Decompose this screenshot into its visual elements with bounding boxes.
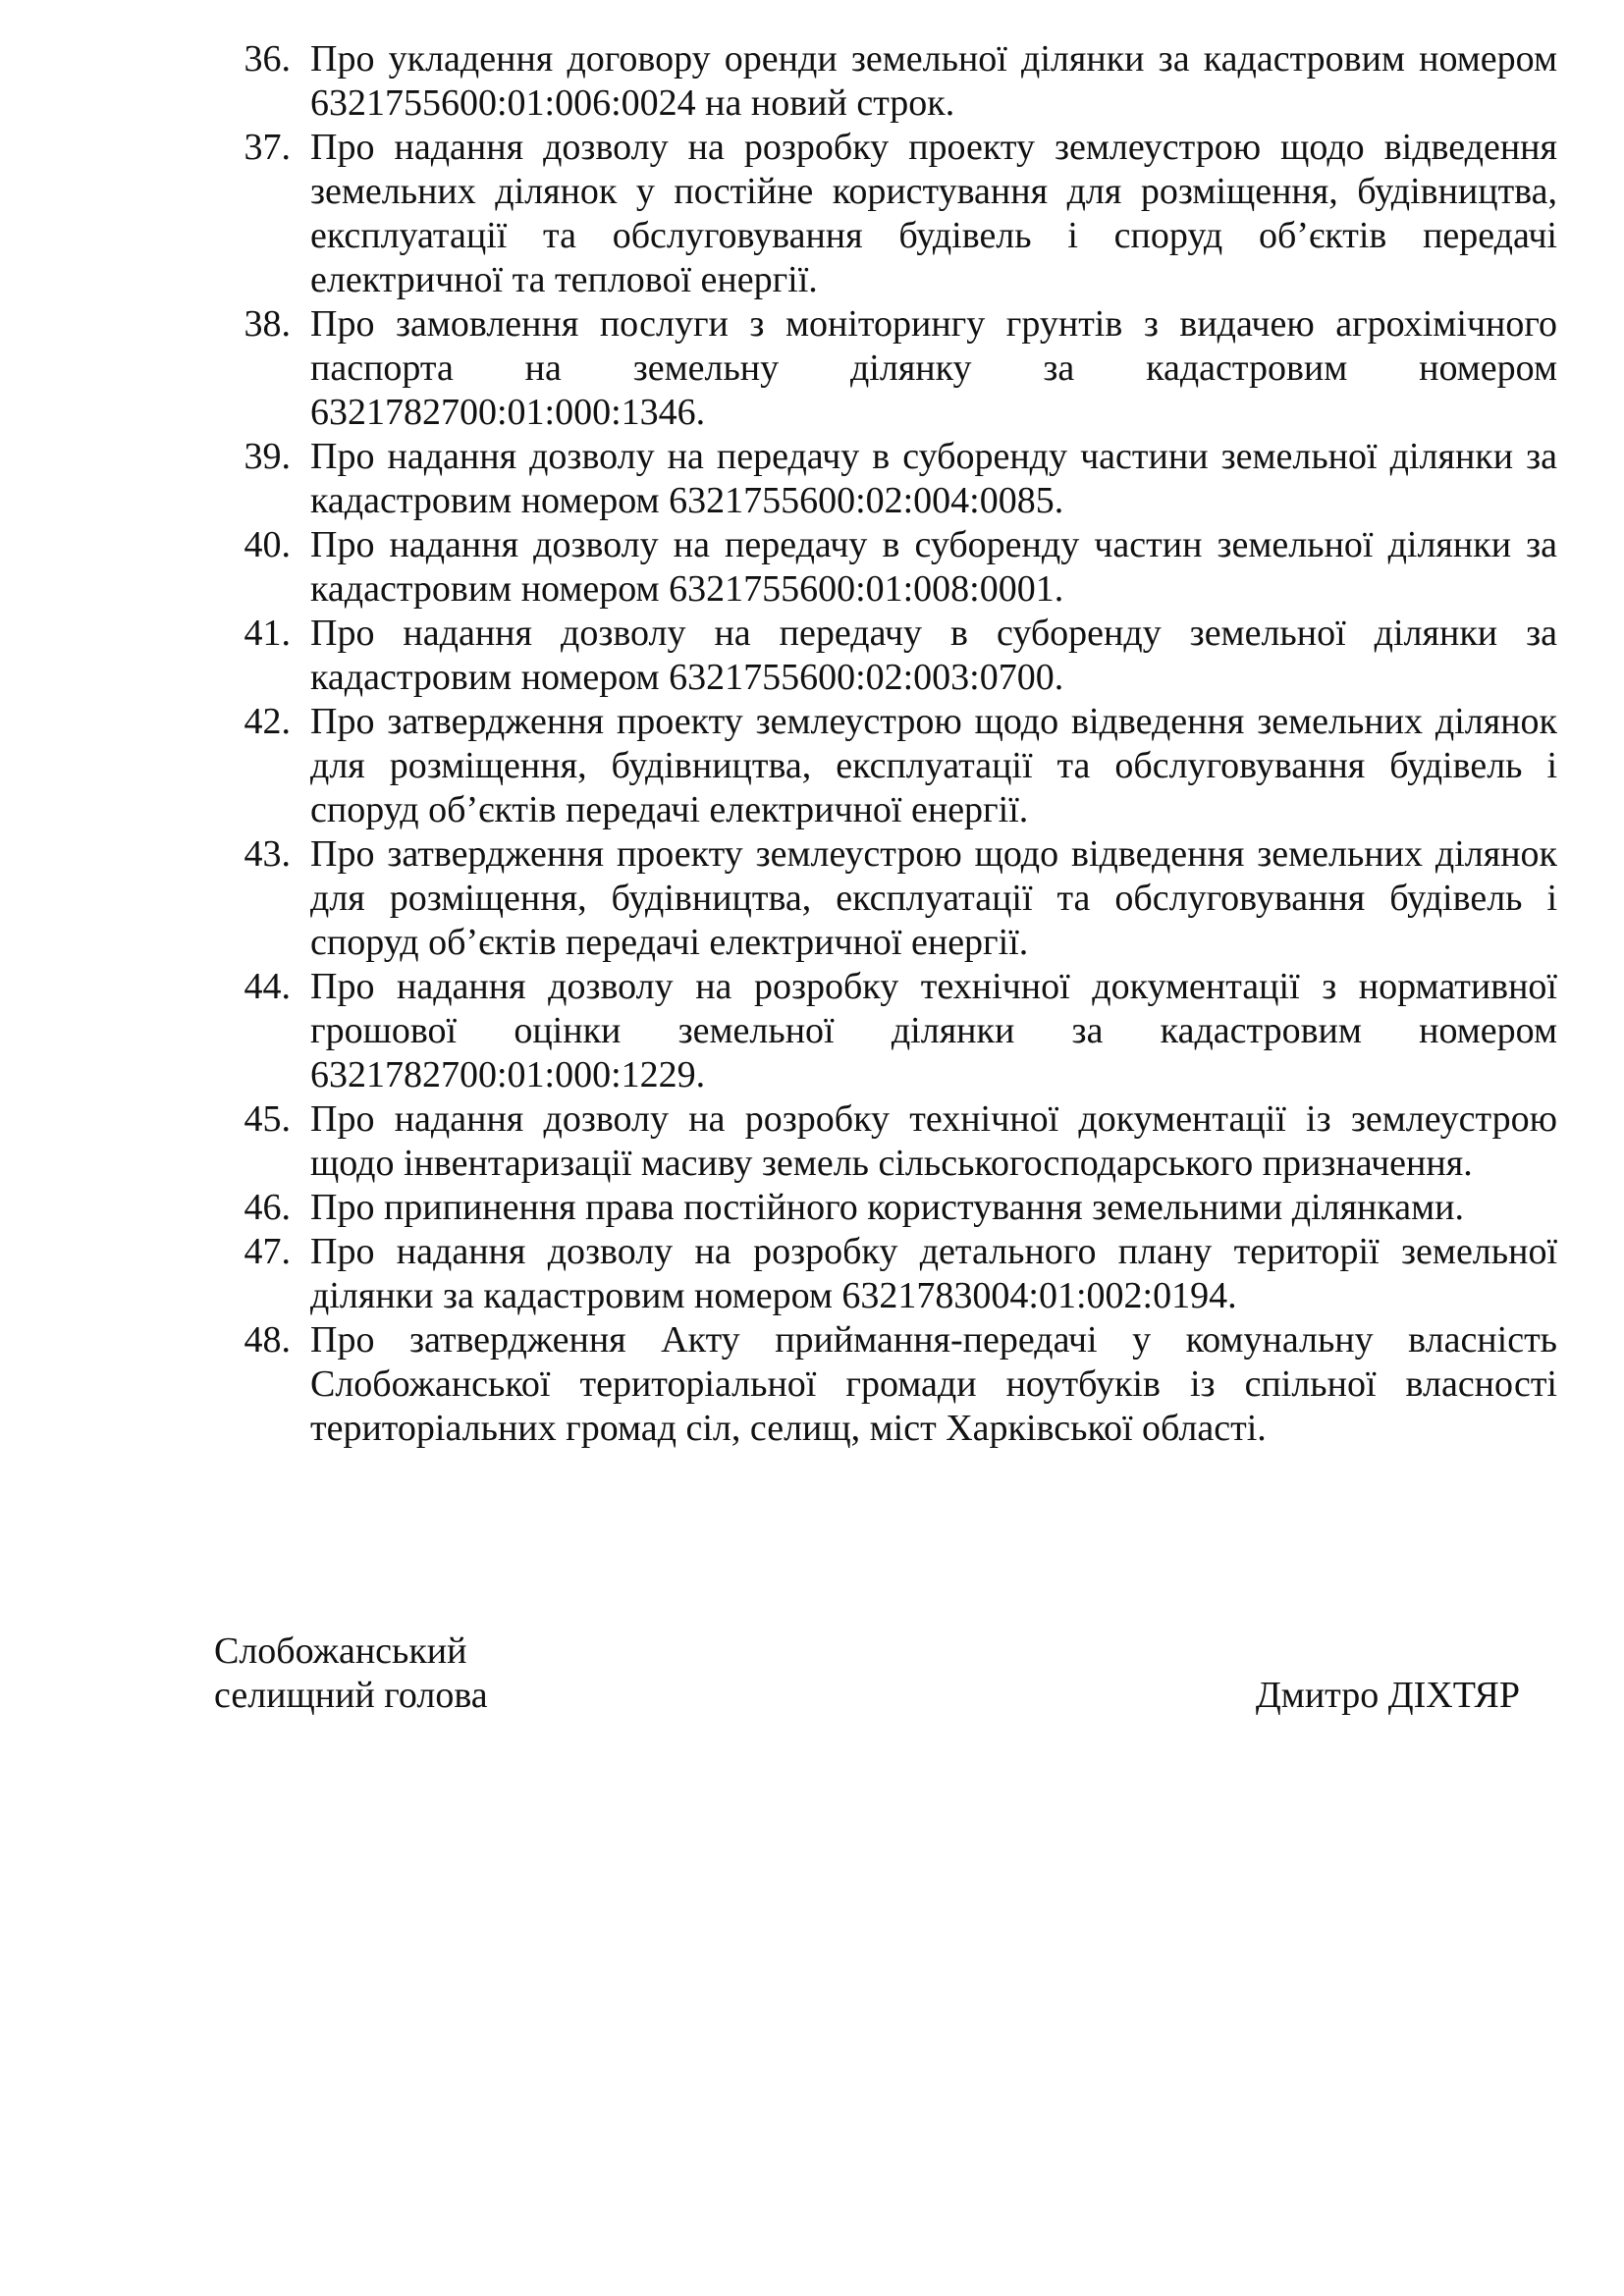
item-number: 43. xyxy=(244,833,291,875)
signature-block xyxy=(214,1629,1520,1718)
item-text: Про надання дозволу на розробку технічної документації із землеустрою щодо інвентаризації масиву земель сільськогосподарського призначення. xyxy=(310,1098,1557,1184)
agenda-item xyxy=(224,700,1557,832)
signatory-title-line1: Слобожанський xyxy=(214,1630,467,1672)
agenda-item xyxy=(224,832,1557,965)
agenda-item xyxy=(224,965,1557,1097)
agenda-item xyxy=(224,1097,1557,1186)
item-number: 46. xyxy=(244,1187,291,1228)
item-text: Про надання дозволу на розробку технічної документації з нормативної грошової оцінки земельної ділянки за кадастровим номером 6321782700:01:000:1229. xyxy=(310,966,1557,1095)
item-number: 38. xyxy=(244,303,291,345)
item-text: Про надання дозволу на передачу в суборенду частини земельної ділянки за кадастровим номером 6321755600:02:004:0085. xyxy=(310,436,1557,521)
agenda-item xyxy=(224,1186,1557,1230)
agenda-item xyxy=(224,612,1557,700)
agenda-list xyxy=(224,37,1557,1451)
item-number: 45. xyxy=(244,1098,291,1140)
item-number: 36. xyxy=(244,38,291,80)
agenda-item xyxy=(224,435,1557,523)
signatory-name: Дмитро ДІХТЯР xyxy=(1255,1675,1520,1716)
item-text: Про надання дозволу на розробку проекту землеустрою щодо відведення земельних ділянок у постійне користування для розміщення, будівництва, експлуатації та обслуговування будівель і споруд об’єктів передачі електричної та теплової енергії. xyxy=(310,127,1557,300)
item-number: 37. xyxy=(244,127,291,168)
item-text: Про затвердження проекту землеустрою щодо відведення земельних ділянок для розміщення, будівництва, експлуатації та обслуговування будівель і споруд об’єктів передачі електричної енергії. xyxy=(310,833,1557,963)
item-text: Про замовлення послуги з моніторингу грунтів з видачею агрохімічного паспорта на земельну ділянку за кадастровим номером 6321782700:01:000:1346. xyxy=(310,303,1557,433)
agenda-item xyxy=(224,302,1557,435)
item-text: Про припинення права постійного користування земельними ділянками. xyxy=(310,1187,1465,1228)
item-text: Про укладення договору оренди земельної ділянки за кадастровим номером 6321755600:01:006:0024 на новий строк. xyxy=(310,38,1557,124)
agenda-item xyxy=(224,1230,1557,1318)
item-text: Про затвердження Акту приймання-передачі у комунальну власність Слобожанської територіальної громади ноутбуків із спільної власності територіальних громад сіл, селищ, міст Харківської області. xyxy=(310,1319,1557,1449)
item-number: 48. xyxy=(244,1319,291,1361)
agenda-item xyxy=(224,1318,1557,1451)
item-text: Про надання дозволу на передачу в суборенду земельної ділянки за кадастровим номером 6321755600:02:003:0700. xyxy=(310,613,1557,698)
item-number: 39. xyxy=(244,436,291,477)
signatory-title-line2: селищний голова xyxy=(214,1675,488,1716)
agenda-item xyxy=(224,523,1557,612)
item-text: Про затвердження проекту землеустрою щодо відведення земельних ділянок для розміщення, будівництва, експлуатації та обслуговування будівель і споруд об’єктів передачі електричної енергії. xyxy=(310,701,1557,830)
item-number: 44. xyxy=(244,966,291,1007)
agenda-item xyxy=(224,37,1557,126)
agenda-item xyxy=(224,126,1557,302)
item-text: Про надання дозволу на передачу в суборенду частин земельної ділянки за кадастровим номером 6321755600:01:008:0001. xyxy=(310,524,1557,610)
item-number: 47. xyxy=(244,1231,291,1272)
item-number: 42. xyxy=(244,701,291,742)
item-text: Про надання дозволу на розробку детального плану території земельної ділянки за кадастровим номером 6321783004:01:002:0194. xyxy=(310,1231,1557,1316)
item-number: 40. xyxy=(244,524,291,565)
item-number: 41. xyxy=(244,613,291,654)
